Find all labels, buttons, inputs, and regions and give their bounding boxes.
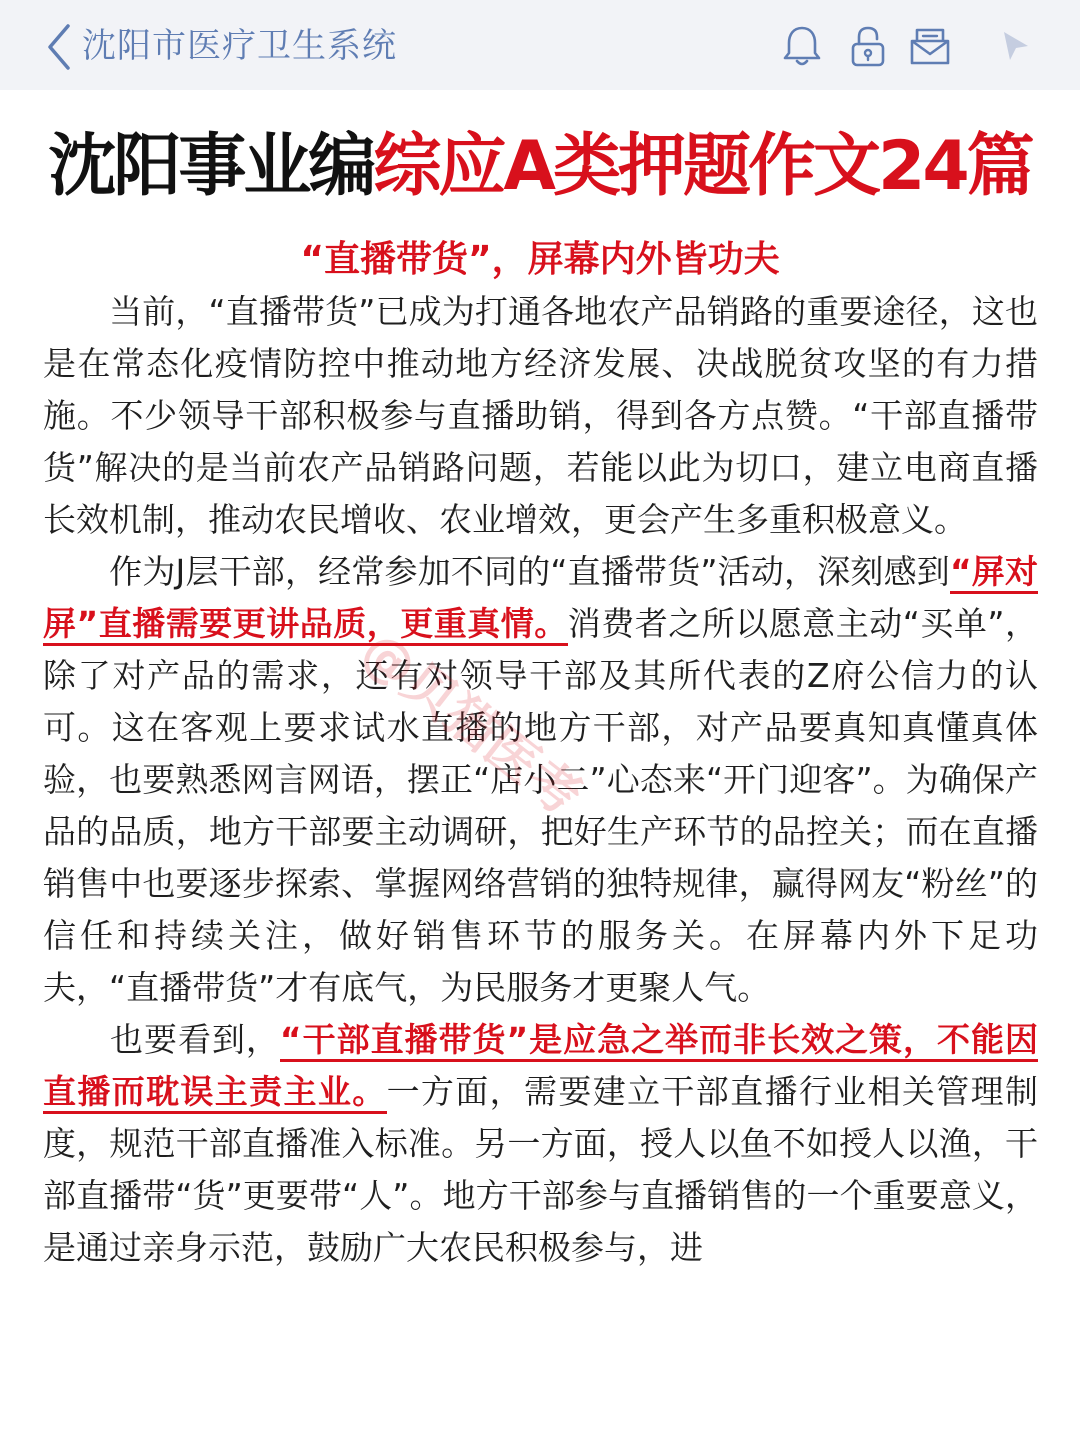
send-icon xyxy=(994,24,1038,68)
mailbox-button[interactable] xyxy=(908,24,952,68)
article-subtitle: “直播带货”，屏幕内外皆功夫 xyxy=(300,239,780,280)
lock-icon xyxy=(846,24,890,68)
paragraph-3-text-cont: 一方面，需要建立干部直播行业相关管理制度，规范干部直播准入标准。另一方面，授人以鱼不如授人以渔，干部直播带“货”更要带“人”。地方干部参与直播销售的一个重要意义，是通过亲身示范，鼓励广大农民积极参与，进 xyxy=(43,1072,1039,1267)
bell-icon xyxy=(780,24,824,68)
headline-part-red: 综应A类押题作文24篇 xyxy=(373,127,1032,206)
paragraph-3 xyxy=(43,1014,1038,1274)
paragraph-2-highlight: “屏对屏”直播需要更讲品质，更重真情。 xyxy=(43,552,1038,646)
paragraph-2-text-cont: 消费者之所以愿意主动“买单”，除了对产品的需求，还有对领导干部及其所代表的Z府公信力的认可。这在客观上要求试水直播的地方干部，对产品要真知真懂真体验，也要熟悉网言网语，摆正“店小二”心态来“开门迎客”。为确保产品的品质，地方干部要主动调研，把好生产环节的品控关；而在直播销售中也要逐步探索、掌握网络营销的独特规律，赢得网友“粉丝”的信任和持续关注，做好销售环节的服务关。在屏幕内外下足功夫，“直播带货”才有底气，为民服务才更聚人气。 xyxy=(43,604,1038,1007)
article-headline xyxy=(0,125,1080,209)
back-button[interactable] xyxy=(40,22,80,72)
send-button[interactable] xyxy=(994,24,1038,68)
mailbox-icon xyxy=(908,24,952,68)
app-title: 沈阳市医疗卫生系统 xyxy=(82,26,397,66)
paragraph-1-text: 当前，“直播带货”已成为打通各地农产品销路的重要途径，这也是在常态化疫情防控中推动地方经济发展、决战脱贫攻坚的有力措施。不少领导干部积极参与直播助销，得到各方点赞。“干部直播带货”解决的是当前农产品销路问题，若能以此为切口，建立电商直播长效机制，推动农民增收、农业增效，更会产生多重积极意义。 xyxy=(43,292,1038,539)
article-body xyxy=(43,286,1038,1274)
lock-button[interactable] xyxy=(846,24,890,68)
headline-part-black: 沈阳事业编 xyxy=(48,127,374,206)
paragraph-2 xyxy=(43,546,1038,1014)
paragraph-2-text: 作为J层干部，经常参加不同的“直播带货”活动，深刻感到 xyxy=(109,552,950,591)
paragraph-3-text: 也要看到， xyxy=(109,1020,280,1059)
top-navigation-bar xyxy=(0,0,1080,90)
paragraph-1 xyxy=(43,286,1038,546)
back-chevron-icon xyxy=(40,22,80,72)
notification-button[interactable] xyxy=(780,24,824,68)
paragraph-3-highlight: “干部直播带货”是应急之举而非长效之策，不能因直播而耽误主责主业。 xyxy=(43,1020,1038,1114)
